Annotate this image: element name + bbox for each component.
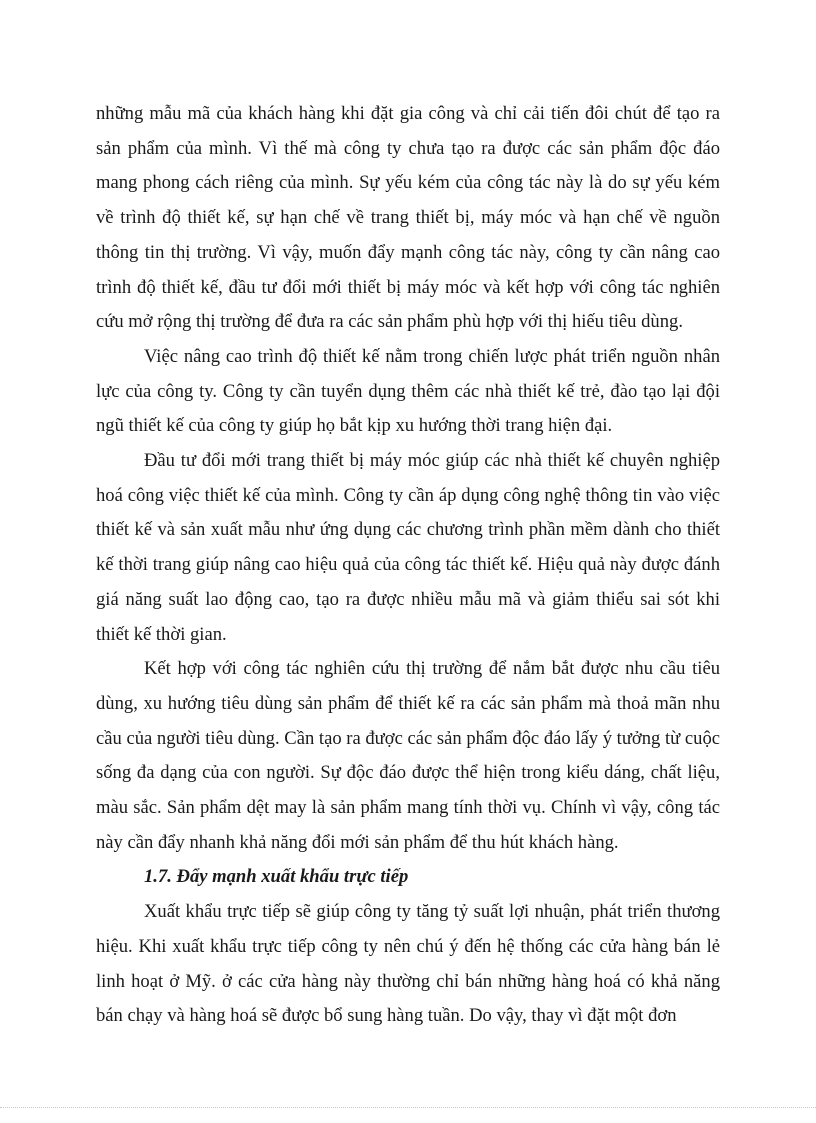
paragraph-equipment-investment: Đầu tư đổi mới trang thiết bị máy móc giúp các nhà thiết kế chuyên nghiệp hoá công việc thiết kế của mình. Công ty cần áp dụng công nghệ thông tin vào việc thiết kế và sản xuất mẫu như ứng dụng các chương trình phần mềm dành cho thiết kế thời trang giúp nâng cao hiệu quả của công tác thiết kế. Hiệu quả này được đánh giá năng suất lao động cao, tạo ra được nhiều mẫu mã và giảm thiểu sai sót khi thiết kế thời gian. <box>96 450 720 645</box>
paragraph-continuation: những mẫu mã của khách hàng khi đặt gia công và chỉ cải tiến đôi chút để tạo ra sản phẩm của mình. Vì thế mà công ty chưa tạo ra được các sản phẩm độc đáo mang phong cách riêng của mình. Sự yếu kém của công tác này là do sự yếu kém về trình độ thiết kế, sự hạn chế về trang thiết bị, máy móc và hạn chế về nguồn thông tin thị trường. Vì vậy, muốn đẩy mạnh công tác này, công ty cần nâng cao trình độ thiết kế, đầu tư đổi mới thiết bị máy móc và kết hợp với công tác nghiên cứu mở rộng thị trường để đưa ra các sản phẩm phù hợp với thị hiếu tiêu dùng. <box>96 103 720 333</box>
page-bottom-divider <box>0 1107 816 1108</box>
document-body <box>96 97 720 1034</box>
paragraph-market-research: Kết hợp với công tác nghiên cứu thị trường để nắm bắt được nhu cầu tiêu dùng, xu hướng tiêu dùng sản phẩm để thiết kế ra các sản phẩm mà thoả mãn nhu cầu của người tiêu dùng. Cần tạo ra được các sản phẩm độc đáo lấy ý tưởng từ cuộc sống đa dạng của con người. Sự độc đáo được thể hiện trong kiểu dáng, chất liệu, màu sắc. Sản phẩm dệt may là sản phẩm mang tính thời vụ. Chính vì vậy, công tác này cần đẩy nhanh khả năng đổi mới sản phẩm để thu hút khách hàng. <box>96 658 720 853</box>
section-heading: 1.7. Đẩy mạnh xuất khẩu trực tiếp <box>144 866 409 888</box>
paragraph-direct-export: Xuất khẩu trực tiếp sẽ giúp công ty tăng tỷ suất lợi nhuận, phát triển thương hiệu. Khi xuất khẩu trực tiếp công ty nên chú ý đến hệ thống các cửa hàng bán lẻ linh hoạt ở Mỹ. ở các cửa hàng này thường chỉ bán những hàng hoá có khả năng bán chạy và hàng hoá sẽ được bổ sung hàng tuần. Do vậy, thay vì đặt một đơn <box>96 901 720 1027</box>
paragraph-design-capability: Việc nâng cao trình độ thiết kế nằm trong chiến lược phát triển nguồn nhân lực của công ty. Công ty cần tuyển dụng thêm các nhà thiết kế trẻ, đào tạo lại đội ngũ thiết kế của công ty giúp họ bắt kịp xu hướng thời trang hiện đại. <box>96 345 720 437</box>
